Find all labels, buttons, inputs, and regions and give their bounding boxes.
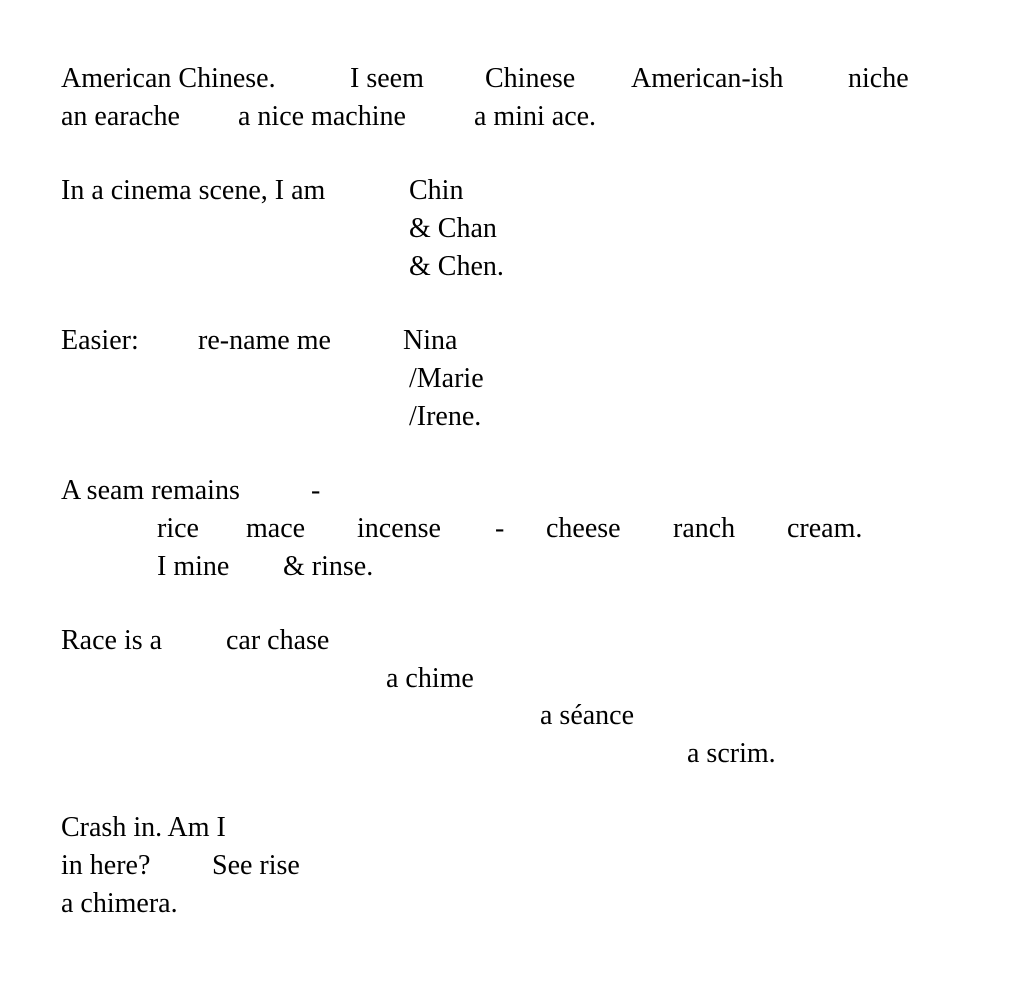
poem-fragment: & Chan bbox=[409, 213, 497, 244]
poem-fragment: Crash in. Am I bbox=[61, 812, 226, 843]
poem-fragment: niche bbox=[848, 63, 909, 94]
poem-fragment: /Marie bbox=[409, 363, 484, 394]
poem-fragment: incense bbox=[357, 513, 441, 544]
poem-fragment: a scrim. bbox=[687, 738, 776, 769]
poem-fragment: a nice machine bbox=[238, 101, 406, 132]
poem-fragment: a mini ace. bbox=[474, 101, 597, 132]
poem-fragment: in here? bbox=[61, 850, 151, 881]
poem-fragment: Race is a bbox=[61, 625, 163, 656]
poem-fragment: - bbox=[495, 513, 505, 544]
poem-fragment: cheese bbox=[546, 513, 621, 544]
poem-fragment: American Chinese. bbox=[61, 63, 276, 94]
poem-fragment: Chinese bbox=[485, 63, 576, 94]
poem-fragment: See rise bbox=[212, 850, 300, 881]
poem-fragment: re-name me bbox=[198, 325, 331, 356]
poem-fragment: a chimera. bbox=[61, 888, 178, 919]
poem-fragment: Easier: bbox=[61, 325, 139, 356]
poem-fragment: /Irene. bbox=[409, 401, 482, 432]
poem-fragment: & rinse. bbox=[283, 551, 374, 582]
poem-fragment: A seam remains bbox=[61, 475, 240, 506]
poem-fragment: mace bbox=[246, 513, 306, 544]
poem-fragment: I mine bbox=[157, 551, 230, 582]
poem-fragment: cream. bbox=[787, 513, 863, 544]
poem-fragment: I seem bbox=[350, 63, 424, 94]
poem-fragment: & Chen. bbox=[409, 251, 504, 282]
poem-fragment: an earache bbox=[61, 101, 180, 132]
poem-fragment: In a cinema scene, I am bbox=[61, 175, 326, 206]
poem-fragment: car chase bbox=[226, 625, 330, 656]
poem-fragment: ranch bbox=[673, 513, 736, 544]
poem-fragment: - bbox=[311, 475, 321, 506]
poem-fragment: Nina bbox=[403, 325, 458, 356]
poem-fragment: American-ish bbox=[631, 63, 784, 94]
poem-fragment: Chin bbox=[409, 175, 464, 206]
poem-fragment: a séance bbox=[540, 700, 635, 731]
poem-fragment: a chime bbox=[386, 663, 474, 694]
poem-fragment: rice bbox=[157, 513, 199, 544]
